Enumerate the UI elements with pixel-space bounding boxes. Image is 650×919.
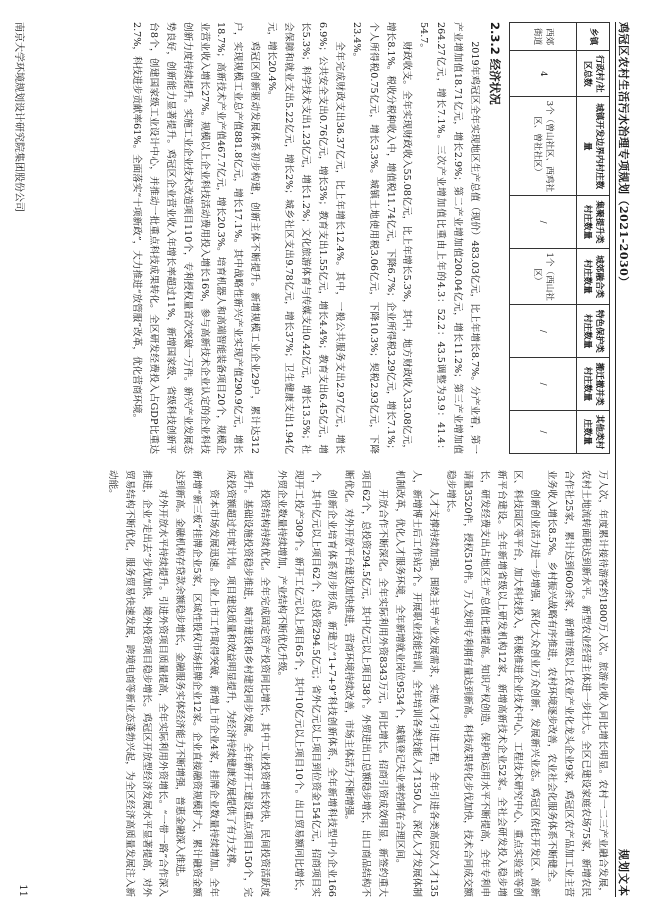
table-cell: / bbox=[510, 410, 577, 453]
table-cell: / bbox=[510, 358, 577, 411]
header-rule bbox=[615, 22, 616, 897]
paragraph: 鸡冠区创新驱动发展体系初步构建，创新主体不断提升。新增规模工业企业29户，累计达312户，实现规模工业总产值881.8亿元，增长17.1%。其中战略性新兴产业实现产值290.9亿元，增长18.7%；高新技术产业产值467.7亿元，增长20.3%。培育机器人和高端智能装备项目20个，规模企业营业收入增长27%。规模以上企业科技活动费用投入增长16%，参与高新技术企业认定的企业科技创新力度持续提升。实施工业企业技术改造项目110个，专利授权量首次突破一万件。新兴产业发展态势良好，创新能力显著提升。鸡冠区企业营业收入年增长率超过11%，新增国家级、省级科技创新平台8个，创建国家级工业设计中心，并推动一批重点科技成果转化。全区研发经费投入占GDP比重达2.7%，科技进步贡献率61%。全面落实“十项新政”，大力推进“放管服”改革，优化营商环境。 bbox=[130, 22, 261, 454]
paragraph: 创新企业培育体系初步形成。新建立“1+7+9”科技创新体系，全年新增科技型中小企业166个，其中亿元以上项目62个，总投资294.5亿元；省外亿元以上项目到位资金154亿元，招商项目实现开工投产309个。新开工亿元以上项目65个，其中10亿元以上项目10个。出口贸易额同比增长，外贸企业数量持续增加，产业结构不断优化升级。 bbox=[275, 470, 338, 897]
paragraph: 人才支撑持续加强。围绕主导产业发展需求，实施人才引进工程，全年引进各类高层次人才135人，新增博士后工作站2个。开展职业技能培训，全年培训各类技能人才1350人。深化人才发展体制机制改革，优化人才服务环境，全年新增就业岗位9534个，城镇登记失业率控制在合理区间。 bbox=[394, 470, 439, 897]
paragraph: 万人次，年度累计接待游客约1800万人次。旅游业收入同比增长明显。农村一二三产业融合发展，农村土地流转面积达到新水平。新型农业经营主体进一步壮大。全区已建设家庭农场75家，新增农民合作社25家，累计达到600余家，新增市级以上农业产业化龙头企业9家，鸡冠区农产品加工业主营业务收入增长8.5%。乡村振兴战略有序推进，农村环境逐步改善，农业社会化服务体系不断健全。 bbox=[546, 470, 608, 897]
table-header: 搬迁撤并类村庄数量 bbox=[577, 358, 610, 411]
table-header: 特色保护类村庄数量 bbox=[577, 305, 610, 358]
paragraph: 资本市场发展迅速。企业上市工作取得突破，新增上市企业4家，挂牌企业数量持续增加。全年新增“新三板”挂牌企业5家，区域性股权市场挂牌企业12家。企业直接融资规模扩大，累计融资金额达到新高。金融机构存贷款余额稳步增长，金融服务实体经济能力不断增强，普惠金融深入推进。 bbox=[174, 470, 220, 897]
paragraph: 财政收支。全年实现财政收入55.08亿元，比上年增长5.3%，其中，地方财政收入33.08亿元，增长8.1%。税收分税种收入中，增值税11.74亿元，下降6.7%；企业所得税3.29亿元，增长7.1%；个人所得税0.75亿元，增长3.3%。城镇土地使用税3.06亿元，下降10.3%；契税2.93亿元，下降23.4%。 bbox=[350, 22, 413, 454]
paragraph: 对外开放水平持续提升。引进外资项目质量提高，全年实际利用外资增长。“一带一路”合作深入推进，企业“走出去”步伐加快，境外投资项目稳步增长。鸡冠区开放型经济发展水平显著提高，对外贸易结构不断优化，服务贸易快速发展，跨境电商等新业态蓬勃兴起，为全区经济高质量发展注入新动能。 bbox=[106, 470, 169, 897]
right-column bbox=[103, 470, 610, 897]
table-cell: / bbox=[510, 305, 577, 358]
left-column bbox=[127, 22, 610, 454]
paragraph: 2019年鸡冠区全年实现地区生产总值（现价）483.03亿元，比上年增长8.7%。分产业看，第一产业增加值18.71亿元，增长2.9%；第二产业增加值200.04亿元，增长11.2%；第三产业增加值264.27亿元，增长7.1%。三次产业增加值比重由上年的4.3：52.2：43.5调整为3.9：41.4：54.7。 bbox=[418, 22, 481, 454]
table-cell: / bbox=[510, 196, 577, 249]
paragraph: 全年完成财政支出36.37亿元，比上年增长12.4%。其中，一般公共服务支出2.97亿元，增长6.9%；公共安全支出0.76亿元，增长3%；教育支出1.55亿元，增长4.4%；教育支出6.45亿元，增长5.3%；科学技术支出1.23亿元，增长1.2%；文化旅游体育与传媒支出0.42亿元，增长13.5%；社会保障和就业支出5.22亿元，增长2%；城乡社区支出9.78亿元，增长37%；卫生健康支出1.94亿元，增长20.4%。 bbox=[266, 22, 345, 454]
table-cell: 西郊街道 bbox=[510, 23, 577, 51]
table-cell: 1个（西山社区） bbox=[510, 248, 577, 304]
paragraph: 创新创业活力进一步增强，深化大众创业万众创新，发展新兴业态。鸡冠区依托开发区、高新区、科技园区等平台，加大科技投入，积极推进企业技术中心、工程技术研究中心、重点实验室等创新平台建设。全年新增省级以上研发机构12家，新增高新技术企业52家。全社会研发投入稳步增长，研发经费支出占地区生产总值比重提高。知识产权创造、保护和运用水平不断提高，全年专利申请量3520件，授权510件。万人发明专利拥有量达到新高。科技成果转化步伐加快，技术合同成交额稳步增长。 bbox=[444, 470, 541, 897]
table-header: 其他类村庄数量 bbox=[577, 410, 610, 453]
table-cell: 3个（曾山社区、西鸡社区、曾社社区） bbox=[510, 97, 577, 196]
table-cell: 4 bbox=[510, 51, 577, 97]
header-title: 鸡冠区农村生活污水治理专项规划（2021-2030） bbox=[617, 22, 630, 288]
table-header: 城郊融合类村庄数量 bbox=[577, 248, 610, 304]
village-classification-table bbox=[509, 22, 610, 454]
paragraph: 开放合作不断深化。全年实际利用外资8343万元，同比增长。招商引资成效明显，新签约重大项目62个，总投资294.5亿元，其中亿元以上项目38个。外贸进出口总额稳步增长，出口商品结构不断优化。对外开放平台建设加快推进，营商环境持续改善，市场主体活力不断增强。 bbox=[343, 470, 389, 897]
table-row bbox=[510, 23, 577, 454]
table-header: 乡镇 bbox=[577, 23, 610, 51]
paragraph: 投资结构持续优化。全年完成固定资产投资同比增长，其中工业投资增长较快，民间投资活跃度提升。基础设施投资稳步推进，城市建设和乡村建设同步发展。全年新开工建设重点项目150个，完成投资额超过年度计划。项目建设质量和效益明显提升，为经济持续健康发展提供了有力支撑。 bbox=[225, 470, 270, 897]
table-header: 城镇开发边界内村庄数量 bbox=[577, 97, 610, 196]
footer-company: 南京大学环境规划设计研究院集团股份公司 bbox=[13, 22, 24, 212]
section-title: 2.3.2 经济状况 bbox=[488, 22, 502, 105]
table-header: 行政村/社区总数 bbox=[577, 51, 610, 97]
page-number: 11 bbox=[17, 884, 28, 897]
table-header-row bbox=[577, 23, 610, 454]
header-doc-type: 规划文本 bbox=[617, 849, 630, 897]
table-header: 集聚提升类村庄数量 bbox=[577, 196, 610, 249]
